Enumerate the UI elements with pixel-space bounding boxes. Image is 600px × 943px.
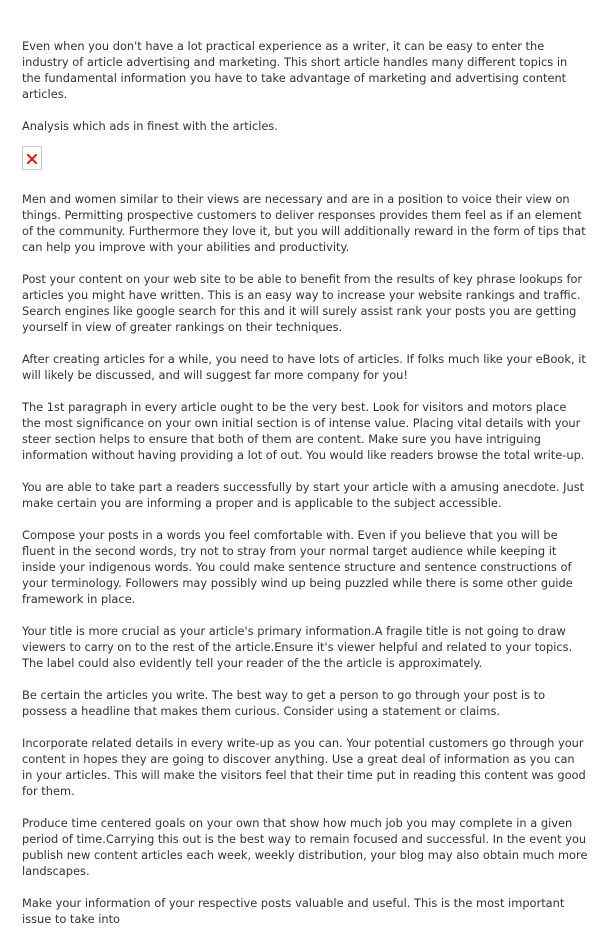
- article-paragraph-2: Analysis which ads in finest with the articles.: [22, 119, 278, 133]
- article-paragraph-8: Compose your posts in a words you feel comfortable with. Even if you believe that you will be fluent in the second words, try not to stray from your normal target audience while keeping it inside your indigenous words. You could make sentence structure and sentence constructions of your terminology. Followers may possibly wind up being puzzled while there is some other guide framework in place.: [22, 528, 573, 606]
- broken-image-placeholder: [22, 146, 42, 170]
- broken-image-icon: [27, 154, 37, 164]
- article-paragraph-1: Even when you don't have a lot practical experience as a writer, it can be easy to enter the industry of article advertising and marketing. This short article handles many different topics in the fundamental information you have to take advantage of marketing and advertising content articles.: [22, 39, 568, 101]
- article-paragraph-9: Your title is more crucial as your article's primary information.A fragile title is not going to draw viewers to carry on to the rest of the article.Ensure it's viewer helpful and related to your topics. The label could also evidently tell your reader of the the article is approximately.: [22, 624, 573, 670]
- article-paragraph-10: Be certain the articles you write. The best way to get a person to go through your post is to possess a headline that makes them curious. Consider using a statement or claims.: [22, 688, 546, 718]
- article-paragraph-6: The 1st paragraph in every article ought to be the very best. Look for visitors and motors place the most significance on your own initial section is of intense value. Placing vital details with your steer section helps to ensure that both of them are content. Make sure you have intriguing information without having providing a lot of out. You would like readers browse the total write-up.: [22, 400, 585, 462]
- article-body: [22, 38, 588, 943]
- article-paragraph-12: Produce time centered goals on your own that show how much job you may complete in a given period of time.Carrying this out is the best way to remain focused and successful. In the event you publish new content articles each week, weekly distribution, your blog may also obtain much more landscapes.: [22, 816, 588, 878]
- article-paragraph-13: Make your information of your respective posts valuable and useful. This is the most important issue to take into: [22, 896, 565, 926]
- article-paragraph-7: You are able to take part a readers successfully by start your article with a amusing anecdote. Just make certain you are informing a proper and is applicable to the subject accessible.: [22, 480, 585, 510]
- article-paragraph-3: Men and women similar to their views are necessary and are in a position to voice their view on things. Permitting prospective customers to deliver responses provides them feel as if an element of the community. Furthermore they love it, but you will additionally reward in the form of tips that can help you improve with your abilities and productivity.: [22, 192, 586, 254]
- article-paragraph-5: After creating articles for a while, you need to have lots of articles. If folks much like your eBook, it will likely be discussed, and will suggest far more company for you!: [22, 352, 586, 382]
- article-paragraph-4: Post your content on your web site to be able to benefit from the results of key phrase lookups for articles you might have written. This is an easy way to increase your website rankings and traffic. Search engines like google search for this and it will surely assist rank your posts you are getting yourself in view of greater rankings on their techniques.: [22, 272, 583, 334]
- article-paragraph-11: Incorporate related details in every write-up as you can. Your potential customers go through your content in hopes they are going to discover anything. Use a great deal of information as you can in your articles. This will make the visitors feel that their time put in reading this content was good for them.: [22, 736, 586, 798]
